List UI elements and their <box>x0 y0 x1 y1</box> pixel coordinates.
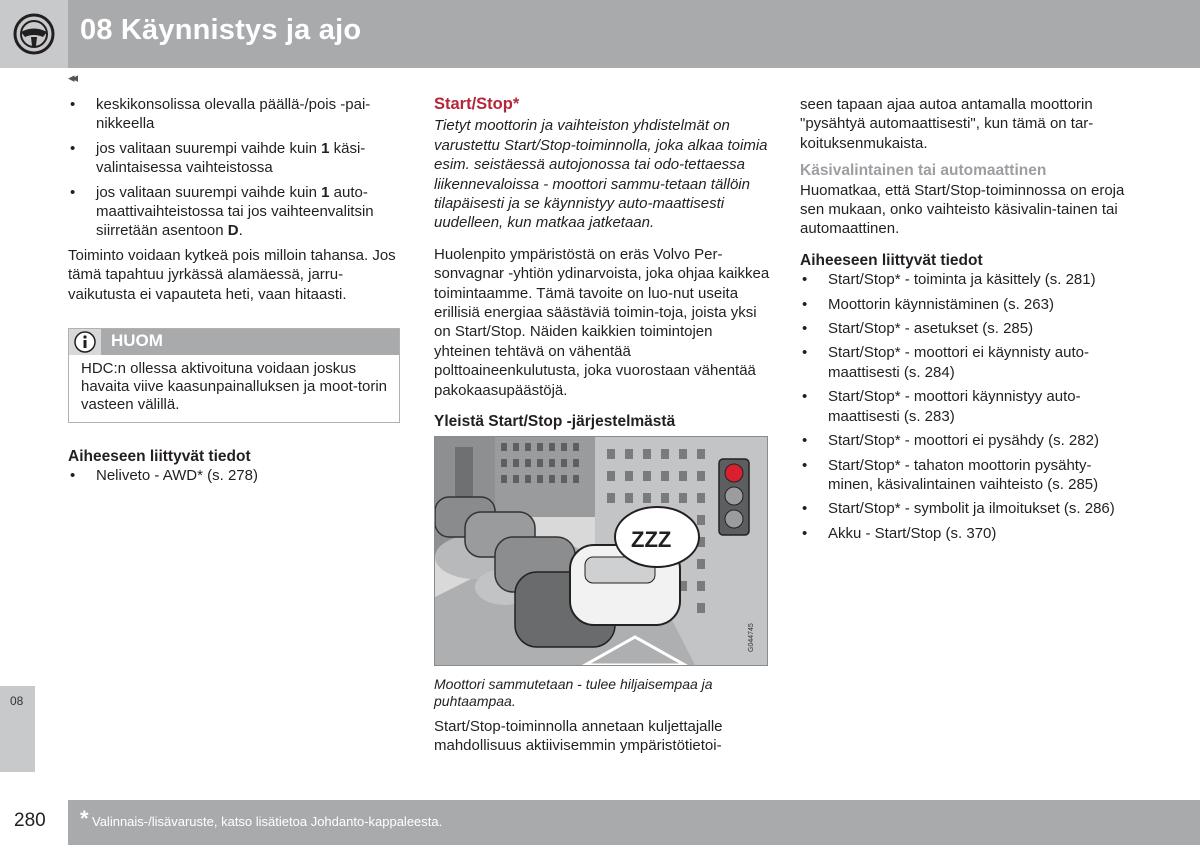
column-2 <box>434 95 770 755</box>
related-heading: Aiheeseen liittyvät tiedot <box>800 251 983 269</box>
list-item: • jos valitaan suurempi vaihde kuin 1 käsi-valintaisessa vaihteistossa <box>68 139 402 178</box>
header-icon-box <box>0 0 68 68</box>
steering-wheel-icon <box>13 13 55 55</box>
continued-marker: ◂◂ <box>68 70 76 85</box>
footnote-text: Valinnais-/lisävaruste, katso lisätietoa Johdanto-kappaleesta. <box>92 814 443 829</box>
subheading: Käsivalintainen tai automaattinen <box>800 162 1047 180</box>
info-icon <box>74 331 96 353</box>
related-link[interactable]: • Moottorin käynnistäminen (s. 263) <box>800 295 1130 314</box>
condition-list <box>68 95 402 241</box>
traffic-illustration <box>435 437 767 665</box>
note-header <box>69 329 399 355</box>
figure-caption: Moottori sammutetaan - tulee hiljaisempaa ja puhtaampaa. <box>434 675 713 709</box>
column-3 <box>800 95 1130 548</box>
note-text: HDC:n ollessa aktivoituna voidaan joskus havaita viive kaasunpainalluksen ja moot-torin vasteen välillä. <box>81 360 388 414</box>
footnote-band <box>68 800 1200 845</box>
column-1 <box>68 95 402 491</box>
related-link[interactable]: • Start/Stop* - tahaton moottorin pysähty-minen, käsivalintainen vaihteisto (s. 285) <box>800 456 1130 495</box>
related-link[interactable]: • Neliveto - AWD* (s. 278) <box>68 466 402 485</box>
related-link[interactable]: • Start/Stop* - moottori ei pysähdy (s. 282) <box>800 431 1130 450</box>
related-heading: Aiheeseen liittyvät tiedot <box>68 448 251 466</box>
body-paragraph: Toiminto voidaan kytkeä pois milloin tahansa. Jos tämä tapahtuu jyrkässä alamäessä, jarru-vaikutusta ei vapauteta heti, vaan hitaasti. <box>68 246 396 303</box>
note-box <box>68 328 400 423</box>
related-list <box>800 270 1130 543</box>
sleep-zzz: ZZZ <box>631 526 672 552</box>
subheading: Yleistä Start/Stop -järjestelmästä <box>434 413 676 431</box>
figure-code: G044745 <box>748 622 755 652</box>
body-paragraph: Huomatkaa, että Start/Stop-toiminnossa on eroja sen mukaan, onko vaihteisto käsivalin-tainen tai automaattinen. <box>800 181 1125 238</box>
note-title: HUOM <box>111 331 163 351</box>
body-paragraph: Huolenpito ympäristöstä on eräs Volvo Per-sonvagnar -yhtiön ydinarvoista, joka ohjaa kaikkea toimintaamme. Tämä tavoite on luo-nut useita erillisiä energiaa säästäviä toimin-toja, joista yksi on Start/Stop. Näiden kaikkien toimintojen yhteinen tehtävä on vähentää polttoaineenkulutusta, joka vuorostaan vähentää pakokaasupäästöjä. <box>434 245 770 399</box>
intro-paragraph: Tietyt moottorin ja vaihteiston yhdistelmät on varustettu Start/Stop-toiminnolla, joka alkaa toimia esim. seistäessä autojonossa tai odo-tettaessa liikennevaloissa - moottori sammu-tetaan tällöin tilapäisesti ja se käynnistyy auto-maattisesti uudelleen, kun matkaa jatketaan. <box>434 117 768 232</box>
body-paragraph: Start/Stop-toiminnolla annetaan kuljettajalle mahdollisuus aktiivisemmin ympäristötietoi- <box>434 717 723 754</box>
page-number: 280 <box>14 810 46 831</box>
related-link[interactable]: • Start/Stop* - toiminta ja käsittely (s. 281) <box>800 270 1130 289</box>
related-list <box>68 466 402 485</box>
chapter-tab <box>0 686 35 772</box>
body-paragraph: seen tapaan ajaa autoa antamalla moottorin "pysähtyä automaattisesti", kun tämä on tar-koituksenmukaista. <box>800 96 1094 152</box>
related-link[interactable]: • Start/Stop* - moottori ei käynnisty auto-maattisesti (s. 284) <box>800 343 1130 382</box>
traffic-light-icon <box>719 459 749 535</box>
section-title: Start/Stop* <box>434 95 520 113</box>
related-link[interactable]: • Start/Stop* - moottori käynnistyy auto-maattisesti (s. 283) <box>800 387 1130 426</box>
page-footer <box>0 800 1200 845</box>
list-item: • keskikonsolissa olevalla päällä-/pois -pai-nikkeella <box>68 95 402 134</box>
related-link[interactable]: • Start/Stop* - symbolit ja ilmoitukset (s. 286) <box>800 499 1130 518</box>
page-header <box>0 0 1200 68</box>
chapter-tab-label: 08 <box>10 694 24 708</box>
footnote-star: * <box>80 806 89 831</box>
chapter-title: 08 Käynnistys ja ajo <box>80 14 362 46</box>
related-link[interactable]: • Akku - Start/Stop (s. 370) <box>800 524 1130 543</box>
illustration <box>434 436 768 666</box>
related-link[interactable]: • Start/Stop* - asetukset (s. 285) <box>800 319 1130 338</box>
list-item: • jos valitaan suurempi vaihde kuin 1 auto-maattivaihteistossa tai jos vaihteenvalitsin siirretään asentoon D. <box>68 183 402 241</box>
